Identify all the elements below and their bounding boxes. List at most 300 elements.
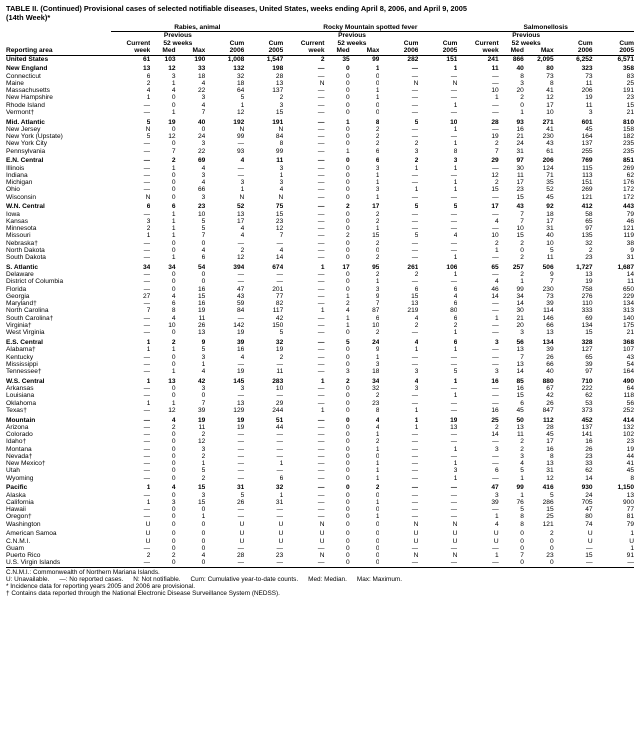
value-cell: — bbox=[143, 278, 151, 286]
table-row bbox=[6, 475, 634, 482]
value-cell: 2 bbox=[279, 94, 284, 102]
value-cell: 0 bbox=[346, 210, 350, 218]
value-cell: N bbox=[239, 125, 245, 133]
value-cell: 2 bbox=[520, 438, 524, 446]
value-cell: 50 bbox=[516, 416, 524, 424]
med-label: Med bbox=[510, 47, 524, 54]
value-cell: 12 bbox=[491, 171, 499, 179]
value-cell: 2 bbox=[146, 225, 151, 233]
value-cell: 3 bbox=[171, 498, 176, 506]
value-cell: 0 bbox=[346, 246, 350, 254]
value-cell: 6 bbox=[453, 300, 458, 308]
footnote-maximum: Max: Maximum. bbox=[356, 575, 402, 583]
value-cell: 1 bbox=[453, 445, 458, 453]
value-cell: 87 bbox=[372, 307, 380, 315]
value-cell: 0 bbox=[375, 246, 380, 254]
value-cell: 0 bbox=[171, 452, 176, 460]
value-cell: 51 bbox=[275, 416, 284, 424]
value-cell: 84 bbox=[275, 133, 284, 141]
table-row bbox=[6, 375, 634, 385]
value-cell: 235 bbox=[622, 140, 634, 148]
value-cell: 119 bbox=[623, 232, 634, 240]
value-cell: — bbox=[317, 65, 325, 73]
value-cell: 1 bbox=[171, 399, 176, 407]
value-cell: U bbox=[239, 530, 245, 538]
reporting-area-cell: Mountain bbox=[6, 416, 36, 424]
table-row bbox=[6, 492, 634, 499]
value-cell: 0 bbox=[346, 506, 350, 514]
value-cell: 54 bbox=[626, 360, 634, 368]
table-row bbox=[6, 80, 634, 87]
value-cell: 21 bbox=[516, 133, 524, 141]
value-cell: 3 bbox=[494, 491, 499, 499]
value-cell: 164 bbox=[581, 133, 593, 141]
year-2006-label: 2006 bbox=[577, 47, 593, 54]
value-cell: 15 bbox=[275, 210, 284, 218]
table-row bbox=[6, 102, 634, 109]
value-cell: 4 bbox=[279, 246, 284, 254]
value-cell: 0 bbox=[201, 392, 206, 400]
value-cell: 2 bbox=[375, 271, 380, 279]
value-cell: 93 bbox=[236, 147, 245, 155]
value-cell: 13 bbox=[516, 360, 524, 368]
reporting-area-cell: Texas† bbox=[6, 406, 27, 414]
reporting-area-cell: W.N. Central bbox=[6, 203, 45, 211]
value-cell: 3 bbox=[279, 179, 284, 187]
value-cell: 24 bbox=[585, 491, 593, 499]
table-row bbox=[6, 315, 634, 322]
value-cell: — bbox=[317, 225, 325, 233]
value-cell: 5 bbox=[240, 94, 245, 102]
value-cell: 16 bbox=[198, 300, 206, 308]
value-cell: 5 bbox=[201, 346, 206, 354]
value-cell: — bbox=[276, 452, 284, 460]
reporting-area-cell: South Carolina† bbox=[6, 314, 54, 322]
footnote-median: Med: Median. bbox=[308, 575, 347, 583]
value-cell: 5 bbox=[414, 232, 419, 240]
value-cell: 0 bbox=[171, 246, 176, 254]
value-cell: — bbox=[276, 513, 284, 521]
value-cell: 1 bbox=[453, 140, 458, 148]
value-cell: — bbox=[317, 285, 325, 293]
value-cell: 16 bbox=[198, 285, 206, 293]
value-cell: 23 bbox=[546, 552, 554, 560]
year-2006-label: 2006 bbox=[229, 47, 245, 54]
table-row bbox=[6, 293, 634, 300]
value-cell: 0 bbox=[346, 140, 350, 148]
value-cell: 19 bbox=[450, 416, 458, 424]
value-cell: 10 bbox=[275, 385, 284, 393]
value-cell: 1 bbox=[453, 377, 458, 385]
value-cell: 19 bbox=[491, 133, 499, 141]
value-cell: 1 bbox=[630, 530, 634, 538]
value-cell: — bbox=[317, 232, 325, 240]
reporting-area-cell: Wisconsin bbox=[6, 193, 37, 201]
value-cell: — bbox=[411, 225, 419, 233]
value-cell: 14 bbox=[491, 292, 499, 300]
value-cell: 1 bbox=[453, 474, 458, 482]
value-cell: — bbox=[379, 559, 418, 567]
value-cell: 13 bbox=[546, 329, 554, 337]
value-cell: 1 bbox=[171, 210, 176, 218]
value-cell: 3 bbox=[201, 94, 206, 102]
header-row-2 bbox=[6, 40, 634, 48]
value-cell: 4 bbox=[240, 225, 245, 233]
value-cell: 1 bbox=[375, 171, 380, 179]
value-cell: 1,008 bbox=[227, 55, 245, 63]
value-cell: 1 bbox=[375, 225, 380, 233]
table-row bbox=[6, 73, 634, 80]
value-cell: 73 bbox=[546, 72, 554, 80]
reporting-area-cell: Rhode Island bbox=[6, 101, 45, 109]
value-cell: 1 bbox=[146, 377, 151, 385]
value-cell: 1 bbox=[494, 552, 499, 560]
reporting-area-cell: Ohio bbox=[6, 186, 20, 194]
table-row bbox=[6, 446, 634, 453]
value-cell: — bbox=[317, 416, 325, 424]
value-cell: 0 bbox=[171, 537, 176, 545]
value-cell: 0 bbox=[346, 392, 350, 400]
value-cell: 182 bbox=[622, 133, 634, 141]
value-cell: 269 bbox=[581, 186, 593, 194]
value-cell: 3 bbox=[520, 452, 524, 460]
value-cell: — bbox=[492, 79, 499, 87]
value-cell: 52 bbox=[236, 203, 245, 211]
value-cell: — bbox=[317, 544, 325, 552]
value-cell: 15 bbox=[491, 186, 499, 194]
reporting-area-cell: Nebraska† bbox=[6, 239, 38, 247]
table-row bbox=[6, 165, 634, 172]
value-cell: 3 bbox=[494, 339, 499, 347]
value-cell: 15 bbox=[626, 101, 634, 109]
value-cell: 5 bbox=[453, 203, 458, 211]
value-cell: 2 bbox=[375, 484, 380, 492]
year-2005-label: 2005 bbox=[442, 47, 458, 54]
value-cell: — bbox=[317, 140, 325, 148]
value-cell: 5 bbox=[146, 133, 151, 141]
notifiable-diseases-table bbox=[6, 22, 634, 568]
value-cell: 282 bbox=[407, 55, 419, 63]
value-cell: 0 bbox=[346, 108, 350, 116]
value-cell: 1 bbox=[201, 460, 206, 468]
reporting-area-cell: Arizona bbox=[6, 423, 29, 431]
value-cell: 2 bbox=[346, 203, 350, 211]
value-cell: — bbox=[317, 87, 325, 95]
value-cell: 11 bbox=[276, 368, 284, 376]
value-cell: 5 bbox=[146, 118, 151, 126]
value-cell: 0 bbox=[171, 140, 176, 148]
value-cell: 69 bbox=[585, 314, 593, 322]
value-cell: 34 bbox=[516, 292, 524, 300]
value-cell: — bbox=[492, 225, 499, 233]
value-cell: 25 bbox=[626, 79, 634, 87]
value-cell: 8 bbox=[520, 520, 524, 528]
value-cell: 114 bbox=[543, 307, 554, 315]
value-cell: — bbox=[411, 125, 419, 133]
value-cell: 2 bbox=[375, 125, 380, 133]
table-row bbox=[6, 336, 634, 346]
value-cell: 3 bbox=[201, 171, 206, 179]
value-cell: 31 bbox=[516, 147, 524, 155]
value-cell: 84 bbox=[236, 307, 245, 315]
value-cell: — bbox=[317, 491, 325, 499]
value-cell: — bbox=[492, 460, 499, 468]
value-cell: 146 bbox=[542, 314, 554, 322]
value-cell: 28 bbox=[275, 72, 284, 80]
value-cell: U bbox=[145, 530, 151, 538]
value-cell: 15 bbox=[198, 292, 206, 300]
value-cell: 134 bbox=[542, 339, 554, 347]
value-cell: 0 bbox=[346, 491, 350, 499]
value-cell: — bbox=[411, 179, 419, 187]
value-cell: 8 bbox=[549, 79, 554, 87]
value-cell: — bbox=[276, 278, 284, 286]
value-cell: — bbox=[143, 452, 151, 460]
value-cell: 1 bbox=[414, 346, 419, 354]
value-cell: 1 bbox=[375, 498, 380, 506]
value-cell: 1 bbox=[171, 346, 176, 354]
value-cell: — bbox=[450, 385, 458, 393]
value-cell: 3 bbox=[375, 285, 380, 293]
value-cell: 5 bbox=[201, 225, 206, 233]
reporting-area-cell: North Dakota bbox=[6, 246, 45, 254]
value-cell: 1 bbox=[453, 460, 458, 468]
reporting-area-cell: Virginia† bbox=[6, 321, 32, 329]
value-cell: 810 bbox=[622, 118, 634, 126]
value-cell: — bbox=[317, 125, 325, 133]
value-cell: 12 bbox=[198, 438, 206, 446]
value-cell: 5 bbox=[240, 491, 245, 499]
value-cell: 34 bbox=[168, 263, 176, 271]
value-cell: 41 bbox=[546, 87, 554, 95]
value-cell: — bbox=[317, 164, 325, 172]
value-cell: 26 bbox=[546, 353, 554, 361]
value-cell: 45 bbox=[585, 125, 593, 133]
value-cell: 12 bbox=[546, 474, 554, 482]
value-cell: 3 bbox=[414, 368, 419, 376]
value-cell: — bbox=[411, 445, 419, 453]
value-cell: 0 bbox=[524, 559, 554, 567]
reporting-area-cell: Pacific bbox=[6, 484, 28, 492]
value-cell: 12 bbox=[168, 133, 176, 141]
value-cell: 201 bbox=[272, 285, 284, 293]
value-cell: — bbox=[143, 416, 151, 424]
value-cell: 39 bbox=[491, 498, 499, 506]
footnote-nedss: † Contains data reported through the National Electronic Disease Surveillance System (NEDSS). bbox=[6, 590, 280, 598]
value-cell: 141 bbox=[581, 431, 593, 439]
reporting-area-cell: Idaho† bbox=[6, 438, 27, 446]
value-cell: 13 bbox=[168, 377, 176, 385]
value-cell: — bbox=[143, 544, 151, 552]
value-cell: 0 bbox=[201, 278, 206, 286]
value-cell: 0 bbox=[346, 171, 350, 179]
value-cell: — bbox=[492, 125, 499, 133]
value-cell: 82 bbox=[275, 300, 284, 308]
value-cell: 4 bbox=[494, 520, 499, 528]
value-cell: 2 bbox=[494, 140, 499, 148]
value-cell: 0 bbox=[346, 254, 350, 262]
value-cell: 35 bbox=[546, 179, 554, 187]
cum-label: Cum bbox=[268, 39, 284, 47]
value-cell: 0 bbox=[150, 559, 175, 567]
value-cell: 1 bbox=[630, 544, 634, 552]
value-cell: 0 bbox=[201, 271, 206, 279]
max-label: Max bbox=[366, 47, 380, 54]
table-row bbox=[6, 254, 634, 261]
value-cell: 18 bbox=[198, 72, 206, 80]
value-cell: 13 bbox=[450, 423, 458, 431]
reporting-area-cell: S. Atlantic bbox=[6, 263, 38, 271]
value-cell: 3 bbox=[520, 79, 524, 87]
table-row bbox=[6, 179, 634, 186]
value-cell: — bbox=[411, 254, 419, 262]
value-cell: 0 bbox=[346, 399, 350, 407]
value-cell: — bbox=[450, 72, 458, 80]
value-cell: 2 bbox=[346, 232, 350, 240]
value-cell: 132 bbox=[622, 423, 634, 431]
value-cell: — bbox=[411, 467, 419, 475]
value-cell: 62 bbox=[585, 392, 593, 400]
value-cell: 5 bbox=[520, 467, 524, 475]
value-cell: — bbox=[450, 94, 458, 102]
value-cell: 121 bbox=[581, 193, 593, 201]
value-cell: 14 bbox=[585, 474, 593, 482]
value-cell: 1 bbox=[346, 118, 350, 126]
value-cell: 0 bbox=[520, 101, 524, 109]
value-cell: — bbox=[237, 438, 245, 446]
value-cell: — bbox=[276, 392, 284, 400]
value-cell: 5 bbox=[201, 217, 206, 225]
value-cell: 0 bbox=[171, 271, 176, 279]
value-cell: — bbox=[411, 498, 419, 506]
value-cell: 58 bbox=[585, 210, 593, 218]
value-cell: 3 bbox=[171, 72, 176, 80]
value-cell: 4 bbox=[171, 292, 176, 300]
table-row bbox=[6, 211, 634, 218]
value-cell: 28 bbox=[546, 423, 554, 431]
value-cell: 1 bbox=[146, 346, 151, 354]
value-cell: 0 bbox=[346, 179, 350, 187]
value-cell: — bbox=[450, 217, 458, 225]
value-cell: — bbox=[237, 460, 245, 468]
value-cell: — bbox=[317, 210, 325, 218]
value-cell: 222 bbox=[581, 385, 593, 393]
value-cell: — bbox=[450, 225, 458, 233]
value-cell: 99 bbox=[516, 285, 524, 293]
value-cell: 24 bbox=[198, 133, 206, 141]
value-cell: 137 bbox=[272, 87, 284, 95]
reporting-area-cell: Florida bbox=[6, 285, 27, 293]
value-cell: 1 bbox=[171, 368, 176, 376]
value-cell: 65 bbox=[491, 263, 499, 271]
reporting-area-cell: United States bbox=[6, 55, 49, 63]
value-cell: 0 bbox=[201, 125, 206, 133]
value-cell: 0 bbox=[346, 278, 350, 286]
value-cell: 42 bbox=[275, 314, 284, 322]
value-cell: 3 bbox=[588, 108, 593, 116]
value-cell: — bbox=[492, 506, 499, 514]
value-cell: 172 bbox=[622, 193, 634, 201]
value-cell: 97 bbox=[585, 368, 593, 376]
value-cell: 333 bbox=[581, 307, 593, 315]
value-cell: N bbox=[452, 520, 458, 528]
value-cell: 42 bbox=[546, 392, 554, 400]
value-cell: 16 bbox=[516, 125, 524, 133]
value-cell: 103 bbox=[164, 55, 176, 63]
table-row bbox=[6, 261, 634, 271]
year-2005-label: 2005 bbox=[619, 47, 634, 54]
value-cell: 74 bbox=[585, 520, 593, 528]
value-cell: 0 bbox=[171, 544, 176, 552]
value-cell: — bbox=[143, 108, 151, 116]
value-cell: 313 bbox=[622, 307, 634, 315]
value-cell: 47 bbox=[491, 484, 499, 492]
value-cell: — bbox=[450, 399, 458, 407]
value-cell: 4 bbox=[171, 314, 176, 322]
week-label: week bbox=[134, 47, 151, 54]
value-cell: — bbox=[143, 254, 151, 262]
value-cell: 3 bbox=[201, 385, 206, 393]
value-cell: 2 bbox=[279, 353, 284, 361]
value-cell: — bbox=[143, 271, 151, 279]
value-cell: 3 bbox=[375, 164, 380, 172]
value-cell: 4 bbox=[494, 217, 499, 225]
value-cell: 0 bbox=[346, 484, 350, 492]
value-cell: 6 bbox=[453, 285, 458, 293]
value-cell: — bbox=[411, 544, 419, 552]
value-cell: N bbox=[319, 520, 325, 528]
value-cell: — bbox=[283, 559, 324, 567]
value-cell: 1 bbox=[346, 314, 350, 322]
value-cell: 2 bbox=[201, 474, 206, 482]
value-cell: N bbox=[413, 79, 419, 87]
table-row bbox=[6, 559, 634, 567]
value-cell: — bbox=[317, 186, 325, 194]
value-cell: 2 bbox=[520, 254, 524, 262]
value-cell: 0 bbox=[346, 193, 350, 201]
value-cell: 2 bbox=[414, 140, 419, 148]
value-cell: 0 bbox=[346, 544, 350, 552]
value-cell: 2 bbox=[414, 271, 419, 279]
value-cell: 4 bbox=[375, 416, 380, 424]
value-cell: 1 bbox=[146, 339, 151, 347]
value-cell: 99 bbox=[275, 147, 284, 155]
value-cell: — bbox=[143, 406, 151, 414]
value-cell: 1 bbox=[171, 79, 176, 87]
value-cell: 452 bbox=[581, 416, 593, 424]
value-cell: 1 bbox=[414, 416, 419, 424]
value-cell: — bbox=[317, 460, 325, 468]
value-cell: 13 bbox=[198, 329, 206, 337]
value-cell: 16 bbox=[516, 385, 524, 393]
value-cell: U bbox=[145, 520, 151, 528]
table-row bbox=[6, 271, 634, 278]
value-cell: 1 bbox=[375, 87, 380, 95]
value-cell: 17 bbox=[342, 263, 350, 271]
value-cell: 0 bbox=[346, 271, 350, 279]
value-cell: — bbox=[143, 157, 151, 165]
value-cell: 4 bbox=[201, 552, 206, 560]
value-cell: 15 bbox=[516, 193, 524, 201]
value-cell: 0 bbox=[346, 79, 350, 87]
value-cell: 65 bbox=[585, 217, 593, 225]
value-cell: — bbox=[143, 467, 151, 475]
value-cell: 8 bbox=[630, 474, 634, 482]
table-row bbox=[6, 247, 634, 254]
value-cell: 3 bbox=[279, 101, 284, 109]
value-cell: — bbox=[276, 271, 284, 279]
value-cell: 1,687 bbox=[617, 263, 634, 271]
